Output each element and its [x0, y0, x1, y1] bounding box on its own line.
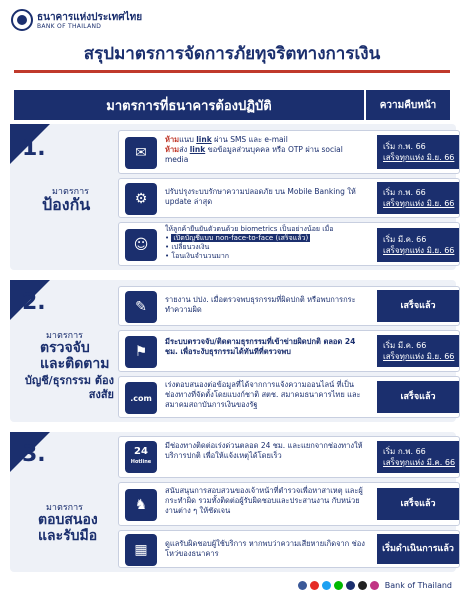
measure-row: [118, 222, 460, 266]
column-header-measures: มาตรการที่ธนาคารต้องปฏิบัติ: [14, 90, 364, 120]
twitter-icon[interactable]: [322, 581, 331, 590]
section-response: [10, 432, 456, 572]
progress-status: เสร็จแล้ว: [377, 381, 459, 413]
section-number: 2.: [22, 290, 46, 315]
link-word: link: [189, 145, 206, 154]
section-label-sub: บัญชี/ธุรกรรม ต้องสงสัย: [24, 374, 114, 401]
measure-row: [118, 286, 460, 326]
link-word: link: [196, 135, 212, 144]
logo-thai-text: ธนาคารแห่งประเทศไทย: [37, 12, 143, 23]
dotcom-icon: .com: [125, 382, 157, 414]
blockdit-icon[interactable]: [346, 581, 355, 590]
section-number: 3.: [22, 442, 46, 467]
measure-text: ห้ามแนบ link ผ่าน SMS และ e-mail ห้ามส่ง link ขอข้อมูลส่วนบุคคล หรือ OTP ผ่าน social media: [165, 135, 343, 164]
face-scan-icon: ☺: [125, 229, 157, 261]
progress-status: เริ่ม ก.พ. 66 เสร็จทุกแห่ง มี.ค. 66: [377, 441, 459, 473]
youtube-icon[interactable]: [310, 581, 319, 590]
measure-row: [118, 482, 460, 526]
measure-text: ให้ลูกค้ายืนยันตัวตนด้วย biometrics เป็นอย่างน้อย เมื่อ • เปิดบัญชีแบบ non-face-to-face (เสร็จแล้ว) • เปลี่ยนวงเงิน • โอนเงินจำนวนมาก: [165, 225, 334, 260]
section-label-large: ตรวจจับ และติดตาม: [40, 340, 110, 372]
section-label-small: มาตรการ: [46, 503, 84, 513]
measure-text: มีช่องทางติดต่อเร่งด่วนตลอด 24 ชม. และแยกจากช่องทางให้บริการปกติ เพื่อให้แจ้งเหตุได้โดยเร็ว: [165, 441, 363, 460]
hotline-icon: 24 Hotline: [125, 441, 157, 473]
measure-row: [118, 530, 460, 568]
progress-status: เสร็จแล้ว: [377, 488, 459, 520]
footer-text: Bank of Thailand: [384, 580, 452, 590]
header: [0, 0, 464, 40]
section-label-small: มาตรการ: [46, 331, 84, 341]
progress-status: เสร็จแล้ว: [377, 290, 459, 322]
tiktok-icon[interactable]: [358, 581, 367, 590]
report-icon: ✎: [125, 291, 157, 323]
section-detection: [10, 280, 456, 422]
measure-text: มีระบบตรวจจับ/ติดตามธุรกรรมที่เข้าข่ายผิดปกติ ตลอด 24 ชม. เพื่อระงับธุรกรรมได้ทันทีที่ตรวจพบ: [165, 337, 356, 356]
progress-status: เริ่ม มี.ค. 66 เสร็จทุกแห่ง มิ.ย. 66: [377, 335, 459, 367]
section-label-small: มาตรการ: [52, 187, 90, 197]
page-title: สรุปมาตรการจัดการภัยทุจริตทางการเงิน: [83, 44, 381, 64]
measure-row: [118, 376, 460, 418]
measure-text: ดูแลรับผิดชอบผู้ใช้บริการ หากพบว่าความเสียหายเกิดจาก ช่องโหว่ของธนาคาร: [165, 539, 365, 558]
gear-icon: ⚙: [125, 183, 157, 215]
column-header-progress: ความคืบหน้า: [366, 90, 450, 120]
logo-english-text: BANK OF THAILAND: [37, 23, 102, 30]
measure-text: สนับสนุนการสอบสวนของเจ้าหน้าที่ตำรวจเพื่อหาสาเหตุ และผู้กระทำผิด รวมทั้งติดต่อผู้รับผิดชอบและประสานงาน กับหน่วยงานต่าง ๆ ให้ชัดเจน: [165, 486, 363, 515]
instagram-icon[interactable]: [370, 581, 379, 590]
section-label-large: ป้องกัน: [42, 195, 91, 214]
bank-seal-icon: [11, 9, 33, 31]
footer: [298, 578, 452, 592]
facebook-icon[interactable]: [298, 581, 307, 590]
measure-text: เร่งตอบสนองต่อข้อมูลที่ได้จากการแจ้งความออนไลน์ ที่เป็นช่องทางที่จัดตั้งโดยแบงก์ชาติ สตช. สมาคมธนาคารไทย และสมาคมสถาบันการเงินของรัฐ: [165, 380, 361, 409]
section-prevention: [10, 124, 456, 270]
measure-text: รายงาน ปปง. เมื่อตรวจพบธุรกรรมที่ผิดปกติ หรือพบการกระทำความผิด: [165, 295, 356, 314]
location-alert-icon: ⚑: [125, 336, 157, 368]
police-icon: ♞: [125, 489, 157, 521]
calendar-icon: ▦: [125, 534, 157, 566]
measure-row: [118, 330, 460, 372]
measure-text: ปรับปรุงระบบรักษาความปลอดภัย บน Mobile Banking ให้ update ล่าสุด: [165, 187, 356, 206]
line-icon[interactable]: [334, 581, 343, 590]
email-icon: ✉: [125, 137, 157, 169]
measure-row: [118, 178, 460, 218]
section-number: 1.: [22, 136, 46, 161]
title-underline: [14, 70, 450, 73]
progress-status: เริ่ม ก.พ. 66 เสร็จทุกแห่ง มิ.ย. 66: [377, 182, 459, 214]
measure-row: [118, 436, 460, 478]
progress-status: เริ่ม มี.ค. 66 เสร็จทุกแห่ง มิ.ย. 66: [377, 228, 459, 262]
progress-status: เริ่ม ก.พ. 66 เสร็จทุกแห่ง มิ.ย. 66: [377, 135, 459, 169]
section-label-large: ตอบสนอง และรับมือ: [38, 512, 98, 544]
progress-status: เริ่มดำเนินการแล้ว: [377, 534, 459, 564]
measure-row: [118, 130, 460, 174]
